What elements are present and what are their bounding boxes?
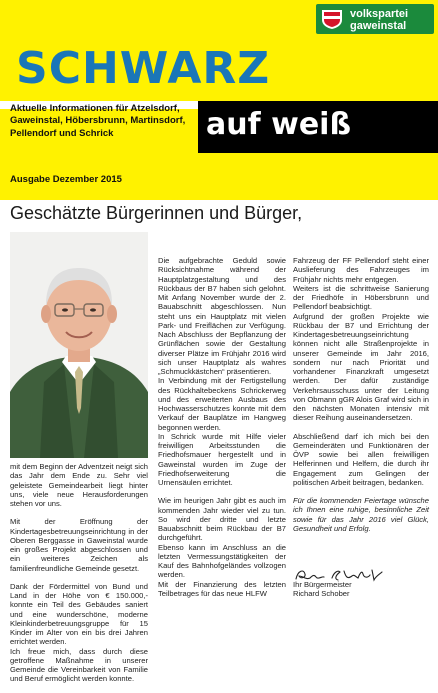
closing-text: Für die kommenden Feiertage wünsche ich Ihnen eine ruhige, besinnliche Zeit sowie für das Jahr 2016 viel Glück, Gesundheit und Erfolg. bbox=[293, 496, 429, 533]
edition-label: Ausgabe Dezember 2015 bbox=[10, 174, 122, 185]
signoff-role: Ihr Bürgermeister bbox=[293, 580, 352, 589]
col1-paragraph: Mit der Eröffnung der Kindertagesbetreuungseinrichtung in der Oberen Berggasse in Gaweinstal wurde ein großes Projekt abgeschlossen und ein weiteres Zeichen als familienfreundliche Gemeinde gesetzt. bbox=[10, 517, 148, 573]
col2-paragraph: Wie im heurigen Jahr gibt es auch im kommenden Jahr wieder viel zu tun. So wird der dritte und letzte Bauabschnitt beim Rückbau der B7 durchgeführt. bbox=[158, 496, 286, 543]
closing-wishes bbox=[293, 496, 429, 533]
col3-paragraph: Weiters ist die schrittweise Sanierung der Friedhöfe in Höbersbrunn und Pellendorf beabsichtigt. bbox=[293, 283, 429, 312]
column-3 bbox=[293, 256, 429, 542]
col3-paragraph: Fahrzeug der FF Pellendorf steht einer Auslieferung des Fahrzeuges im Frühjahr nichts mehr entgegen. bbox=[293, 256, 429, 284]
col1-paragraph: Dank der Fördermittel von Bund und Land in der Höhe von € 150.000,- konnte ein Teil des Gebäudes saniert und eine wunderschöne, moderne Kleinkinderbetreuungsgruppe für 15 Kinder im Alter von ein bis drei Jahren errichtet werden. bbox=[10, 581, 148, 647]
signoff-block bbox=[293, 580, 429, 599]
col1-paragraph: Ich freue mich, dass durch diese getroffene Maßnahme in unserer Gemeinde die Vereinbarkeit von Familie und Beruf ermöglicht werden konnte. bbox=[10, 646, 148, 684]
signoff-name: Richard Schober bbox=[293, 589, 350, 599]
greeting-heading: Geschätzte Bürgerinnen und Bürger, bbox=[10, 203, 303, 223]
masthead-title: SCHWARZ bbox=[16, 43, 271, 94]
logo-line-2: gaweinstal bbox=[350, 20, 407, 32]
portrait-image bbox=[10, 232, 148, 458]
mayor-portrait-photo bbox=[10, 232, 148, 458]
col2-paragraph: Mit der Finanzierung des letzten Teilbetrages für das neue HLFW bbox=[158, 579, 286, 598]
col2-paragraph: In Verbindung mit der Fertigstellung des Rückhaltebeckens Schrickerweg und des erweiterten Ausbaus des Hochwasserschutzes konnte mit dem Verkauf der Bauplätze im Hangweg begonnen werden. bbox=[158, 376, 286, 432]
col3-paragraph: Abschließend darf ich mich bei den Gemeinderäten und Funktionären der ÖVP sowie bei allen freiwilligen Helferinnen und Helfern, die durch ihr Engagement zum Gelingen der politischen Arbeit beitragen, bedanken. bbox=[293, 431, 429, 487]
col3-paragraph: Aufgrund der großen Projekte wie Rückbau der B7 und Errichtung der Kindertagesbetreuungseinrichtung können nicht alle Straßenprojekte in unserer Gemeinde im Jahr 2016, sondern nur nach Priorität und vorhandener Finanzkraft umgesetzt werden. Der dafür zuständige Verkehrsausschuss unter der Leitung von Obmann gGR Alois Graf wird sich in den nächsten Monaten intensiv mit dieser Reihung auseinandersetzen. bbox=[293, 311, 429, 423]
intro-text: Aktuelle Informationen für Atzelsdorf, Gaweinstal, Höbersbrunn, Martinsdorf, Pellendorf und Schrick bbox=[10, 103, 186, 139]
logo-line-1: volkspartei bbox=[350, 8, 409, 20]
party-crest-icon bbox=[320, 8, 344, 30]
col1-paragraph: mit dem Beginn der Adventzeit neigt sich das Jahr dem Ende zu. Sehr viel geleistete Gemeindearbeit liegt hinter uns, viele neue Herausforderungen stehen vor uns. bbox=[10, 462, 148, 508]
col2-paragraph: Die aufgebrachte Geduld sowie Rücksichtnahme während der Hauptplatzgestaltung und des Rückbaus der B7 haben sich gelohnt. Mit Anfang November wurde der 2. Bauabschnitt abgeschlossen. Nun steht uns ein Hauptplatz mit vielen Park- und Freiflächen zur Verfügung. Nach Abschluss der Bepflanzung der Grünflächen sowie der Gestaltung diverser Plätze im Frühjahr 2016 wird sich unser Hauptplatz als wahres „Schmuckkästchen“ präsentieren. bbox=[158, 256, 286, 376]
masthead-subtitle: auf weiß bbox=[206, 107, 352, 142]
column-1 bbox=[10, 462, 148, 693]
col2-paragraph: In Schrick wurde mit Hilfe vieler freiwilligen Arbeitsstunden die Friedhofsmauer hergestellt und in Gaweinstal wurden im Zuge der Friedhofserweiterung die Urnensäulen errichtet. bbox=[158, 431, 286, 487]
col2-paragraph: Ebenso kann im Anschluss an die letzten Vermessungstätigkeiten der Kauf des Bahnhofgeländes vollzogen werden. bbox=[158, 542, 286, 580]
party-logo bbox=[316, 4, 434, 34]
column-2 bbox=[158, 256, 286, 607]
